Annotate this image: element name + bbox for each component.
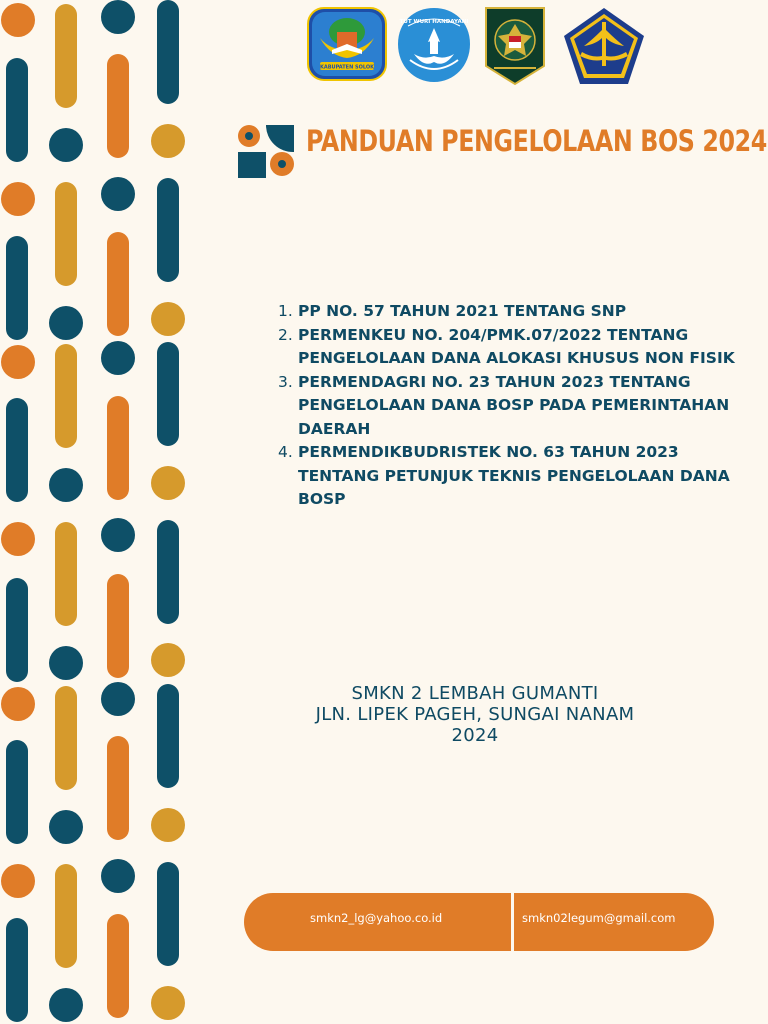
pattern-pill [107,914,129,1018]
pattern-pill [6,58,28,162]
pattern-pill [157,520,179,624]
pattern-pill [107,232,129,336]
list-item-text: PP NO. 57 TAHUN 2021 TENTANG SNP [298,302,627,320]
svg-text:KABUPATEN SOLOK: KABUPATEN SOLOK [319,64,375,71]
pattern-dot [151,808,185,842]
list-item-number: 3. [278,372,293,391]
logos-row [300,6,660,90]
pattern-pill [55,522,77,626]
pattern-pill [55,4,77,108]
school-year: 2024 [451,725,499,746]
pattern-dot [49,810,83,844]
pattern-pill [55,686,77,790]
pattern-dot [101,518,135,552]
pattern-dot [1,687,35,721]
school-name: SMKN 2 LEMBAH GUMANTI [351,683,599,704]
pattern-dot [101,682,135,716]
email-gmail-link[interactable]: smkn02legum@gmail.com [522,911,676,925]
pattern-pill [6,578,28,682]
pattern-pill [157,0,179,104]
pattern-pill [157,342,179,446]
pattern-pill [6,236,28,340]
pattern-dot [49,646,83,680]
pattern-dot [49,468,83,502]
list-item-text: PERMENDAGRI NO. 23 TAHUN 2023 TENTANG PENGELOLAAN DANA BOSP PADA PEMERINTAHAN DAERAH [298,372,730,438]
contact-bar [244,893,714,951]
school-info [260,683,690,746]
pattern-pill [55,864,77,968]
decorative-pattern [0,0,200,1024]
pattern-pill [157,862,179,966]
pattern-dot [1,3,35,37]
tut-wuri-handayani-logo [396,6,472,84]
page-title: PANDUAN PENGELOLAAN BOS 2024 [306,124,767,158]
pattern-dot [101,0,135,34]
lembah-gumanti-logo [306,6,388,82]
pattern-pill [107,736,129,840]
pattern-dot [151,986,185,1020]
email-yahoo-link[interactable]: smkn2_lg@yahoo.co.id [310,911,443,925]
list-item-text: PERMENKEU NO. 204/PMK.07/2022 TENTANG PENGELOLAAN DANA ALOKASI KHUSUS NON FISIK [298,325,735,367]
pattern-dot [49,306,83,340]
list-item-number: 1. [278,302,293,320]
kemendagri-logo [484,6,546,86]
regulation-list [278,300,748,512]
school-address: JLN. LIPEK PAGEH, SUNGAI NANAM [315,704,635,725]
pattern-dot [101,859,135,893]
list-item-number: 2. [278,325,293,344]
list-item [278,441,748,512]
list-item [278,324,748,371]
pattern-pill [157,684,179,788]
contact-divider [511,893,514,951]
list-item [278,371,748,442]
pattern-dot [151,124,185,158]
pattern-pill [6,918,28,1022]
svg-text:TUT WURI HANDAYANI: TUT WURI HANDAYANI [399,19,469,25]
list-item [278,300,748,324]
pattern-dot [151,302,185,336]
list-item-text: PERMENDIKBUDRISTEK NO. 63 TAHUN 2023 TENTANG PETUNJUK TEKNIS PENGELOLAAN DANA BOSP [298,443,730,508]
pattern-pill [6,398,28,502]
pattern-pill [55,344,77,448]
pattern-dot [101,177,135,211]
pattern-pill [55,182,77,286]
pattern-dot [49,988,83,1022]
pattern-dot [1,864,35,898]
pattern-dot [1,182,35,216]
pattern-dot [151,643,185,677]
pattern-dot [1,522,35,556]
pattern-pill [107,54,129,158]
list-item-number: 4. [278,443,293,461]
pattern-dot [101,341,135,375]
pattern-dot [49,128,83,162]
pattern-dot [1,345,35,379]
pattern-pill [107,574,129,678]
pattern-pill [6,740,28,844]
kemenkeu-logo [562,6,646,86]
pattern-pill [157,178,179,282]
title-logo-icon [236,122,298,180]
pattern-dot [151,466,185,500]
pattern-pill [107,396,129,500]
